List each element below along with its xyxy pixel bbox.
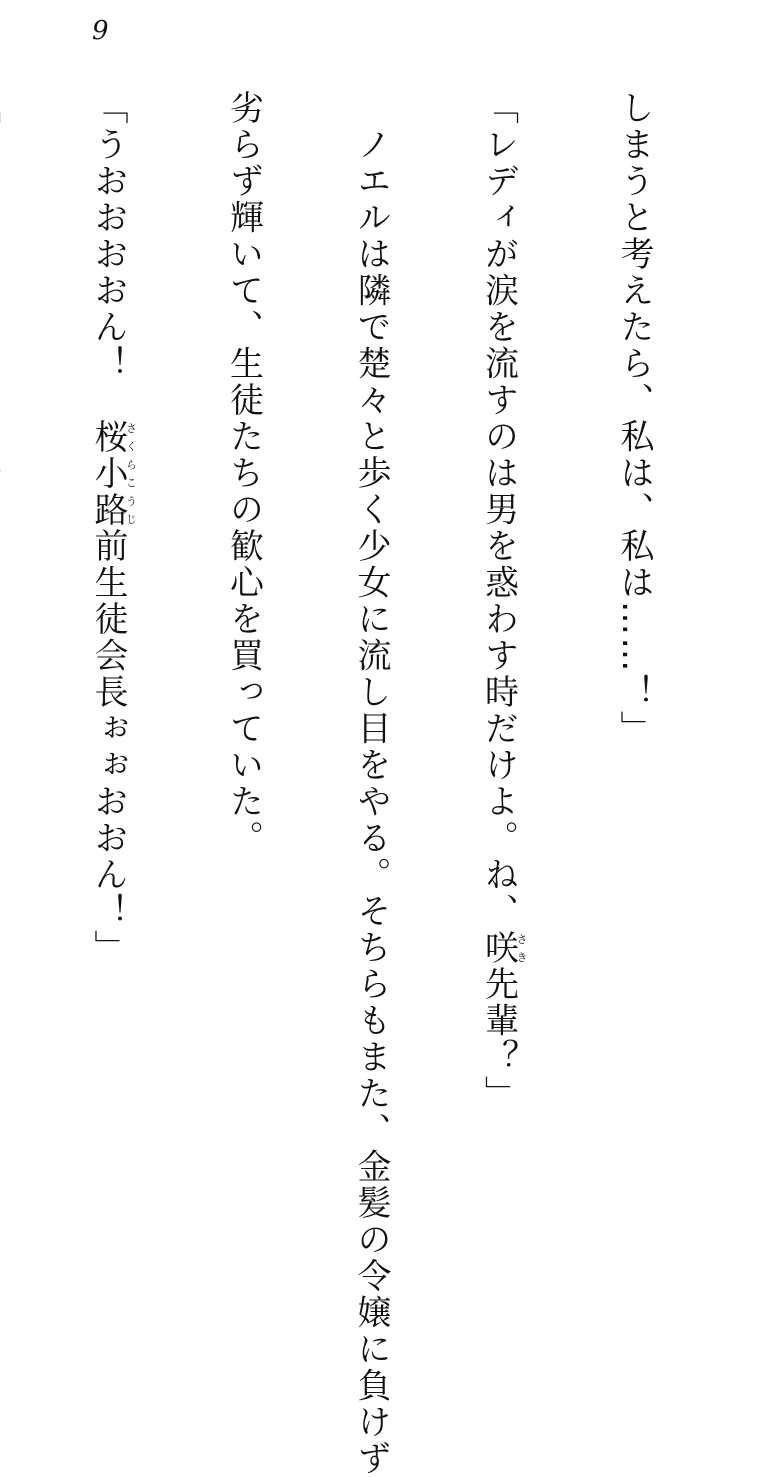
- text-segment: 「うおおおおん！: [88, 90, 128, 419]
- page-number: 9: [92, 16, 109, 46]
- text-line: 劣らず輝いて、生徒たちの歓心を買っていた。: [223, 90, 264, 857]
- text-line: ノエルは隣で楚々と歩く少女に流し目をやる。そちらもまた、金髪の令嬢に負けず: [351, 90, 391, 1477]
- text-line: しまうと考えたら、私は、私は……！」: [614, 90, 654, 747]
- text-line: [477, 90, 528, 1190]
- text-segment: 先輩？」: [478, 966, 519, 1112]
- ruby-sakurakouji: 桜小路さくらこうじ: [88, 418, 138, 528]
- text-segment: 「レディが涙を流すのは男を惑わす時だけよ。ね、: [478, 90, 519, 930]
- text-line: [0, 90, 2, 1190]
- text-line: [87, 90, 138, 1190]
- text-segment: 前生徒会長ぉぉおおん！」: [88, 528, 128, 966]
- body-text: [0, 90, 740, 1477]
- ruby-saki: 咲さき: [478, 929, 528, 966]
